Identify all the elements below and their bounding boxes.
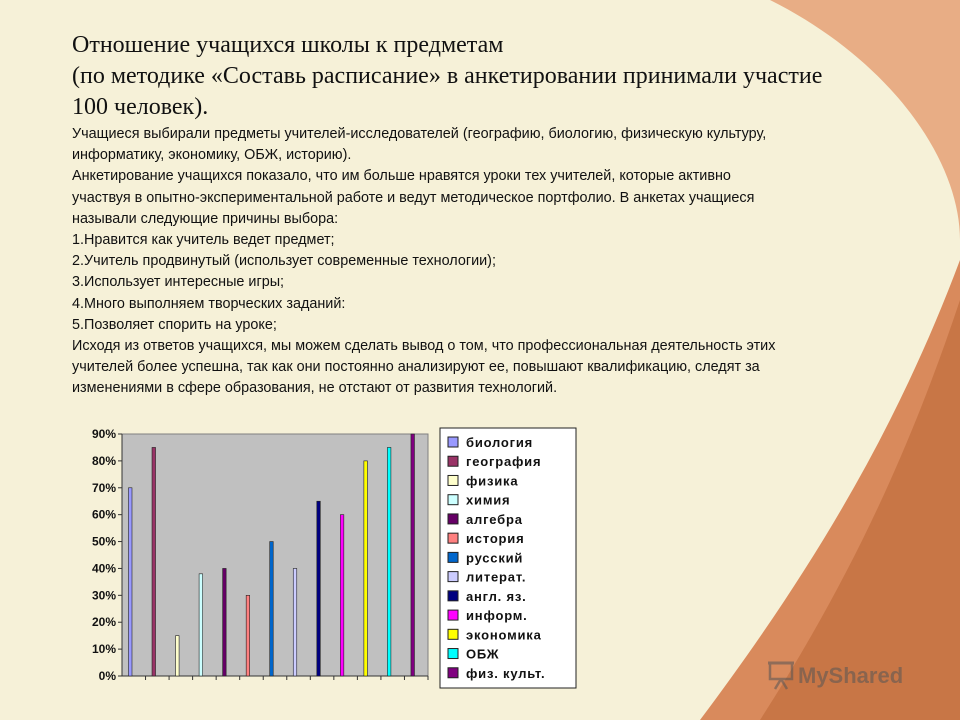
legend-swatch [448, 475, 458, 485]
legend-label: биология [466, 435, 534, 450]
body-line: участвуя в опытно-экспериментальной работе и ведут методическое портфолио. В анкетах учащиеся [72, 189, 755, 206]
legend-swatch [448, 495, 458, 505]
body-line: 1.Нравится как учитель ведет предмет; [72, 232, 335, 249]
legend-label: физ. культ. [466, 665, 546, 681]
legend-label: англ. яз. [466, 588, 527, 604]
bar-3 [199, 574, 203, 676]
body-line: изменениями в сфере образования, не отстают от развития технологий. [72, 380, 558, 397]
legend-label: экономика [466, 627, 542, 643]
bar-1 [152, 447, 156, 676]
body-line: информатику, экономику, ОБЖ, историю). [72, 147, 352, 164]
y-tick-label: 10% [91, 642, 116, 657]
body-line: 5.Позволяет спорить на уроке; [72, 316, 277, 333]
legend-label: история [466, 531, 525, 547]
bar-11 [387, 447, 391, 676]
bar-chart [78, 426, 598, 692]
legend-swatch [448, 649, 458, 659]
legend-label: химия [466, 492, 511, 508]
legend-swatch [448, 629, 458, 639]
title-line: (по методике «Составь расписание» в анкетировании принимали участие [72, 63, 823, 89]
body-line: учителей более успешна, так как они постоянно анализируют ее, повышают квалификацию, следят за [72, 359, 760, 376]
legend-label: информ. [466, 608, 528, 624]
title-line: Отношение учащихся школы к предметам [72, 32, 504, 58]
y-tick-label: 90% [91, 427, 116, 441]
y-tick-label: 20% [91, 615, 116, 630]
body-line: 3.Использует интересные игры; [72, 274, 285, 291]
legend-swatch [448, 514, 458, 524]
legend-label: ОБЖ [466, 646, 500, 662]
y-tick-label: 50% [91, 534, 116, 549]
y-tick-label: 0% [98, 669, 116, 683]
legend-swatch [448, 572, 458, 582]
bar-5 [246, 595, 250, 676]
y-tick-label: 70% [91, 480, 116, 495]
body-text [72, 124, 922, 400]
body-line: Исходя из ответов учащихся, мы можем сделать вывод о том, что профессиональная деятельность этих [72, 338, 776, 355]
legend-swatch [448, 668, 458, 678]
legend-label: география [466, 454, 542, 470]
legend-swatch [448, 533, 458, 543]
bar-2 [176, 636, 180, 676]
legend-label: литерат. [466, 569, 527, 585]
slide-title [72, 30, 932, 123]
bar-9 [340, 515, 344, 676]
legend-label: физика [466, 473, 519, 489]
y-tick-label: 80% [91, 453, 116, 468]
legend-label: алгебра [466, 511, 523, 527]
bar-8 [317, 501, 321, 676]
legend-swatch [448, 456, 458, 466]
watermark-text: MyShared [798, 663, 904, 688]
bar-6 [270, 542, 274, 676]
legend-swatch [448, 591, 458, 601]
body-line: Учащиеся выбирали предметы учителей-исследователей (географию, биологию, физическую культуру, [72, 126, 767, 142]
legend-label: русский [466, 550, 524, 566]
body-line: 4.Много выполняем творческих заданий: [72, 295, 346, 312]
body-line: называли следующие причины выбора: [72, 210, 339, 227]
legend-swatch [448, 552, 458, 562]
legend-swatch [448, 610, 458, 620]
y-tick-label: 40% [91, 561, 116, 576]
bar-0 [128, 488, 132, 676]
bar-10 [364, 461, 368, 676]
y-tick-label: 30% [91, 588, 116, 603]
body-line: Анкетирование учащихся показало, что им больше нравятся уроки тех учителей, которые активно [72, 168, 731, 185]
body-line: 2.Учитель продвинутый (использует современные технологии); [72, 253, 496, 270]
y-tick-label: 60% [91, 507, 116, 522]
bar-12 [411, 434, 415, 676]
title-line: 100 человек). [72, 94, 209, 120]
plot-area [122, 434, 428, 676]
presentation-icon [768, 663, 794, 689]
bar-4 [223, 568, 227, 676]
legend-swatch [448, 437, 458, 447]
watermark-logo [768, 655, 938, 695]
bar-7 [293, 568, 297, 676]
